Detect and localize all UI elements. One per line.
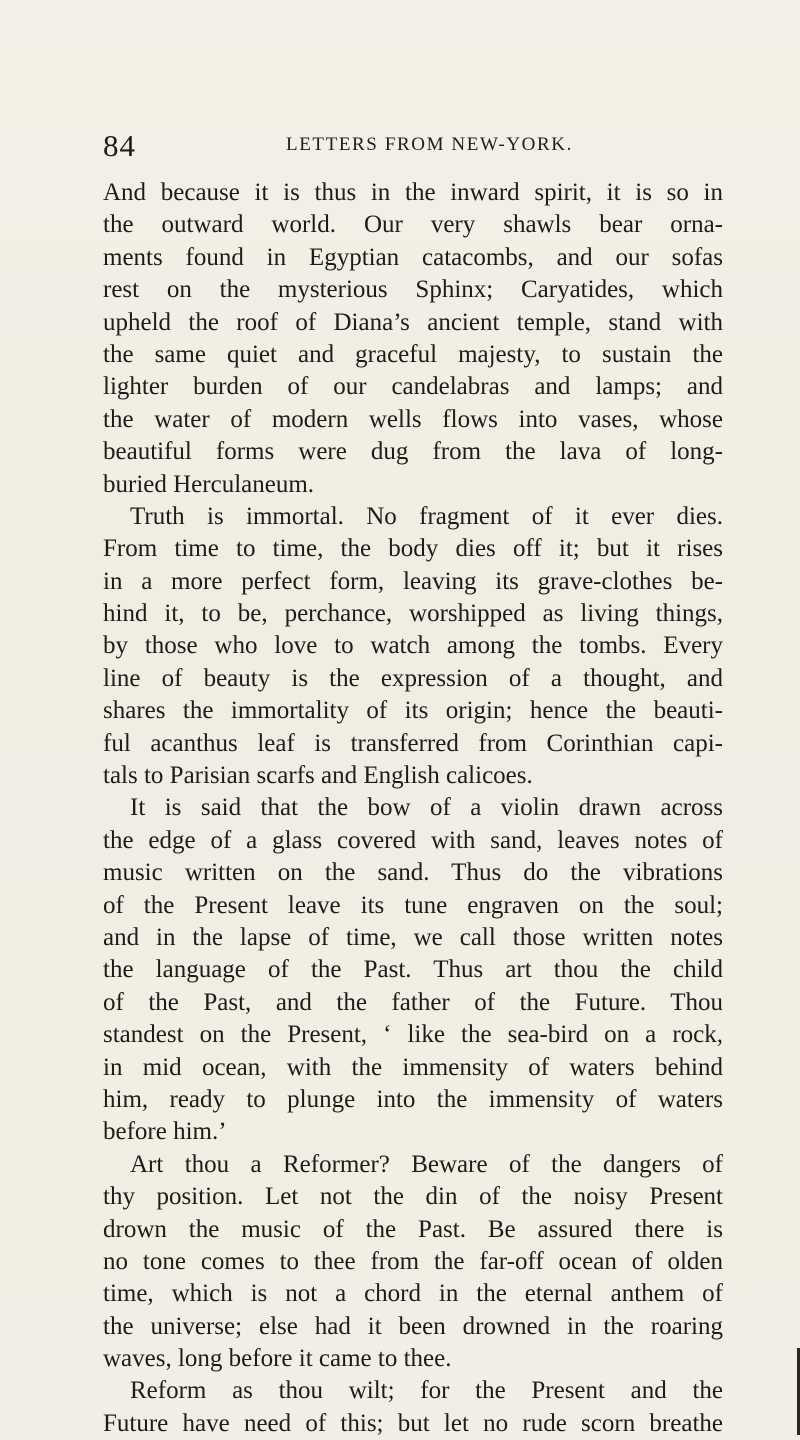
- text-line: of the Present leave its tune engraven on the soul;: [103, 891, 723, 919]
- paragraph-start-line: Reform as thou wilt; for the Present and the: [130, 1377, 723, 1405]
- body-text: [103, 177, 723, 1440]
- text-line: the edge of a glass covered with sand, leaves notes of: [103, 826, 723, 854]
- text-line: the same quiet and graceful majesty, to sustain the: [103, 340, 723, 368]
- paragraph-start-line: It is said that the bow of a violin drawn across: [130, 794, 723, 822]
- text-line: And because it is thus in the inward spirit, it is so in: [103, 179, 723, 206]
- text-line: ful acanthus leaf is transferred from Corinthian capi-: [103, 729, 723, 757]
- text-line: upheld the roof of Diana’s ancient temple, stand with: [103, 308, 723, 336]
- text-line: of the Past, and the father of the Future. Thou: [103, 988, 723, 1016]
- text-line: him, ready to plunge into the immensity of waters: [103, 1085, 723, 1113]
- text-line: and in the lapse of time, we call those written notes: [103, 923, 723, 951]
- text-line: time, which is not a chord in the eternal anthem of: [103, 1280, 723, 1308]
- paragraph-start-line: Truth is immortal. No fragment of it ever dies.: [130, 502, 723, 530]
- text-line: beautiful forms were dug from the lava of long-: [103, 438, 723, 466]
- text-line: by those who love to watch among the tombs. Every: [103, 632, 723, 660]
- text-line: drown the music of the Past. Be assured there is: [103, 1215, 723, 1243]
- text-line: before him.’: [103, 1118, 227, 1146]
- text-line: lighter burden of our candelabras and lamps; and: [103, 373, 723, 401]
- text-line: line of beauty is the expression of a thought, and: [103, 664, 723, 692]
- text-line: standest on the Present, ‘ like the sea-bird on a rock,: [103, 1021, 723, 1049]
- text-line: no tone comes to thee from the far-off ocean of olden: [103, 1247, 723, 1275]
- text-line: the language of the Past. Thus art thou the child: [103, 956, 723, 984]
- text-line: thy position. Let not the din of the noisy Present: [103, 1183, 723, 1211]
- paragraph-start-line: Art thou a Reformer? Beware of the dangers of: [130, 1150, 723, 1178]
- text-line: buried Herculaneum.: [103, 470, 315, 498]
- text-line: in a more perfect form, leaving its grave-clothes be-: [103, 567, 723, 595]
- text-line: the outward world. Our very shawls bear orna-: [103, 211, 723, 239]
- text-line: the universe; else had it been drowned in the roaring: [103, 1312, 723, 1340]
- text-line: ments found in Egyptian catacombs, and our sofas: [103, 243, 723, 271]
- text-line: tals to Parisian scarfs and English calicoes.: [103, 762, 533, 790]
- text-line: waves, long before it came to thee.: [103, 1345, 452, 1373]
- text-line: the water of modern wells flows into vases, whose: [103, 405, 723, 433]
- running-head: LETTERS FROM NEW-YORK.: [286, 134, 573, 155]
- text-line: Future have need of this; but let no rude scorn breathe: [103, 1409, 723, 1437]
- text-line: From time to time, the body dies off it; but it rises: [103, 535, 723, 563]
- page-header: [103, 128, 723, 162]
- text-line: hind it, to be, perchance, worshipped as living things,: [103, 600, 723, 628]
- text-line: in mid ocean, with the immensity of waters behind: [103, 1053, 723, 1081]
- text-line: music written on the sand. Thus do the vibrations: [103, 859, 723, 887]
- page-number: 84: [103, 128, 136, 163]
- text-line: rest on the mysterious Sphinx; Caryatides, which: [103, 276, 723, 304]
- text-line: shares the immortality of its origin; hence the beauti-: [103, 697, 723, 725]
